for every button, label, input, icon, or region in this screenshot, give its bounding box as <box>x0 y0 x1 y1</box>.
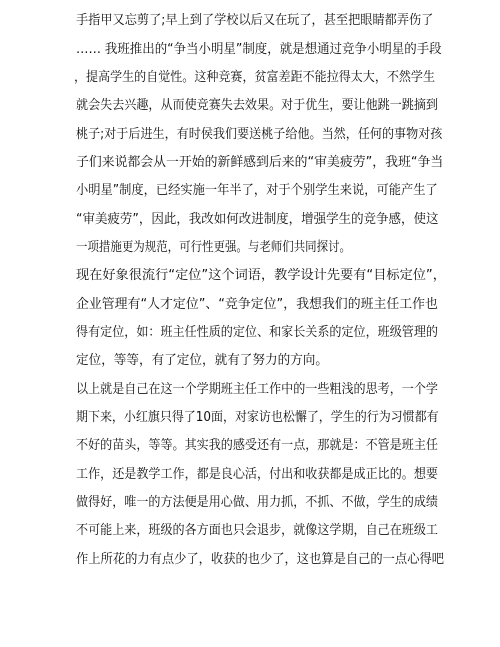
text-line: 作上所花的力有点少了，收获的也少了，这也算是自己的一点心得吧 <box>76 552 445 567</box>
text-line: 现在好象很流行“定位”这个词语，教学设计先要有“目标定位”， <box>76 268 446 283</box>
text-line: 就会失去兴趣，从而使竞赛失去效果。对于优生，要让他跳一跳摘到 <box>76 98 439 113</box>
text-line: “审美疲劳”，因此，我改如何改进制度，增强学生的竞争感，使这 <box>76 212 439 227</box>
text-line: 子们来说都会从一开始的新鲜感到后来的“审美疲劳”，我班“争当 <box>76 155 444 170</box>
text-line: 不可能上来，班级的各方面也只会退步，就像这学期，自己在班级工 <box>76 523 439 538</box>
text-line: 以上就是自己在这一个学期班主任工作中的一些粗浅的思考，一个学 <box>76 382 439 397</box>
text-line: 做得好，唯一的方法便是用心做、用力抓，不抓、不做，学生的成绩 <box>76 495 439 510</box>
text-line: 企业管理有“人才定位”、“竞争定位”，我想我们的班主任工作也 <box>76 297 438 312</box>
text-line: 得有定位，如：班主任性质的定位、和家长关系的定位，班级管理的 <box>76 325 439 340</box>
text-line: ，提高学生的自觉性。这种竞赛，贫富差距不能拉得太大，不然学生 <box>74 70 436 85</box>
text-line: …… 我班推出的“争当小明星”制度，就是想通过竞争小明星的手段 <box>76 42 442 57</box>
text-line: 期下来，小红旗只得了10面，对家访也松懈了，学生的行为习惯都有 <box>76 410 439 425</box>
text-line: 桃子;对于后进生，有时侯我们要送桃子给他。当然，任何的事物对孩 <box>76 127 443 142</box>
text-line: 定位，等等，有了定位，就有了努力的方向。 <box>76 353 329 368</box>
text-line: 一项措施更为规范，可行性更强。与老师们共同探讨。 <box>76 240 352 255</box>
text-line: 手指甲又忘剪了;早上到了学校以后又在玩了，甚至把眼睛都弄伤了 <box>76 13 434 28</box>
text-line: 工作，还是教学工作，都是良心活，付出和收获都是成正比的。想要 <box>76 467 439 482</box>
text-line: 不好的苗头，等等。其实我的感受还有一点，那就是：不管是班主任 <box>76 438 439 453</box>
text-line: 小明星”制度，已经实施一年半了，对于个别学生来说，可能产生了 <box>76 183 438 198</box>
